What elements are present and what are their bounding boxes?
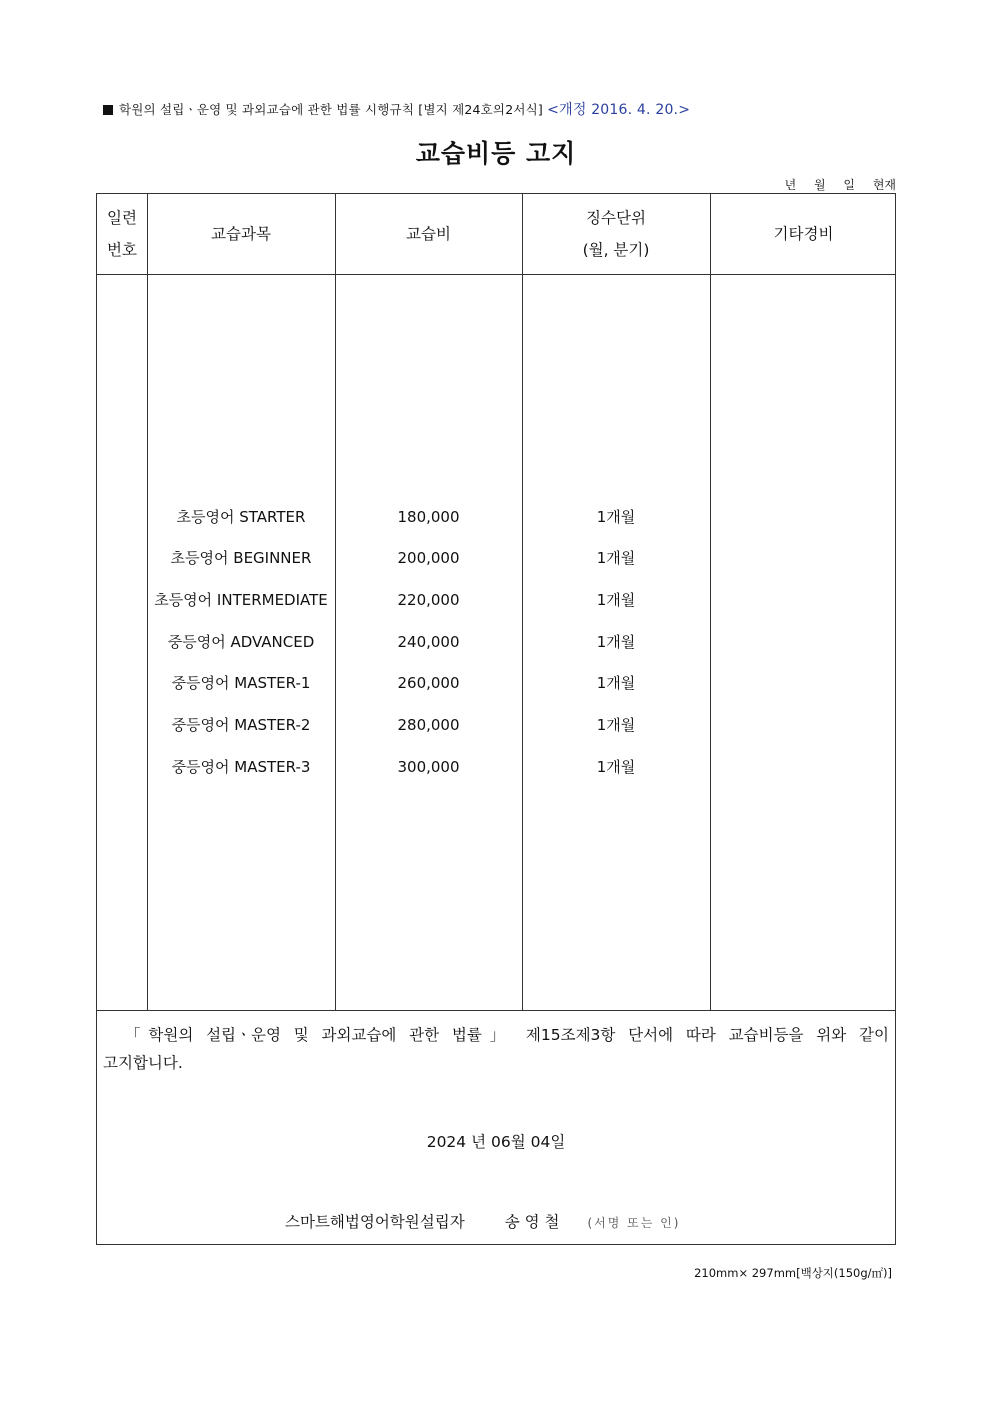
row-fee: 300,000 [397, 758, 460, 776]
legal-notice-line1: 「학원의 설립ㆍ운영 및 과외교습에 관한 법률」 제15조제3항 단서에 따라 교습비등을 위와 같이 [125, 1026, 889, 1044]
header-serial-number [97, 194, 147, 274]
header-fee [335, 194, 522, 274]
row-unit: 1개월 [596, 508, 636, 526]
fee-table [96, 193, 896, 1245]
revision-note: <개정 2016. 4. 20.> [547, 102, 691, 118]
column-divider [710, 194, 711, 1010]
row-subject: 중등영어 MASTER-1 [171, 674, 311, 692]
document-title: 교습비등 고지 [415, 139, 577, 168]
header-other-label: 기타경비 [773, 225, 834, 243]
header-serial-line1: 일련 [107, 209, 137, 227]
founder-label: 스마트해법영어학원설립자 [285, 1213, 465, 1231]
row-unit: 1개월 [596, 674, 636, 692]
signature-line [285, 1210, 680, 1232]
row-unit: 1개월 [596, 633, 636, 651]
signature-hint: (서명 또는 인) [587, 1216, 681, 1230]
row-subject: 초등영어 INTERMEDIATE [154, 591, 328, 609]
row-fee: 200,000 [397, 549, 460, 567]
legal-notice [103, 1021, 889, 1077]
row-fee: 180,000 [397, 508, 460, 526]
as-of-date: 년 월 일 현재 [784, 178, 896, 192]
row-fee: 260,000 [397, 674, 460, 692]
founder-name: 송 영 철 [504, 1213, 560, 1231]
row-unit: 1개월 [596, 591, 636, 609]
regulation-text: 학원의 설립ㆍ운영 및 과외교습에 관한 법률 시행규칙 [별지 제24호의2서식] [119, 102, 543, 117]
header-serial-line2: 번호 [107, 241, 137, 259]
paper-spec: 210mm× 297mm[백상지(150g/㎡)] [694, 1266, 892, 1280]
header-subject-label: 교습과목 [211, 225, 271, 243]
header-subject [147, 194, 335, 274]
header-collection-unit [522, 194, 710, 274]
row-fee: 220,000 [397, 591, 460, 609]
square-bullet-icon [103, 105, 113, 115]
header-unit-line1: 징수단위 [586, 209, 646, 227]
body-divider [97, 1010, 895, 1011]
row-subject: 중등영어 ADVANCED [167, 633, 315, 651]
regulation-header [103, 99, 690, 119]
row-subject: 초등영어 BEGINNER [170, 549, 312, 567]
header-divider [97, 274, 895, 275]
notice-date: 2024 년 06월 04일 [426, 1133, 566, 1151]
legal-notice-line2: 고지합니다. [103, 1054, 183, 1072]
row-unit: 1개월 [596, 758, 636, 776]
row-subject: 초등영어 STARTER [176, 508, 306, 526]
row-unit: 1개월 [596, 716, 636, 734]
header-other-expenses [710, 194, 897, 274]
row-subject: 중등영어 MASTER-2 [171, 716, 311, 734]
header-unit-line2: (월, 분기) [582, 241, 650, 259]
row-subject: 중등영어 MASTER-3 [171, 758, 311, 776]
row-fee: 280,000 [397, 716, 460, 734]
row-fee: 240,000 [397, 633, 460, 651]
row-unit: 1개월 [596, 549, 636, 567]
header-fee-label: 교습비 [406, 225, 451, 243]
